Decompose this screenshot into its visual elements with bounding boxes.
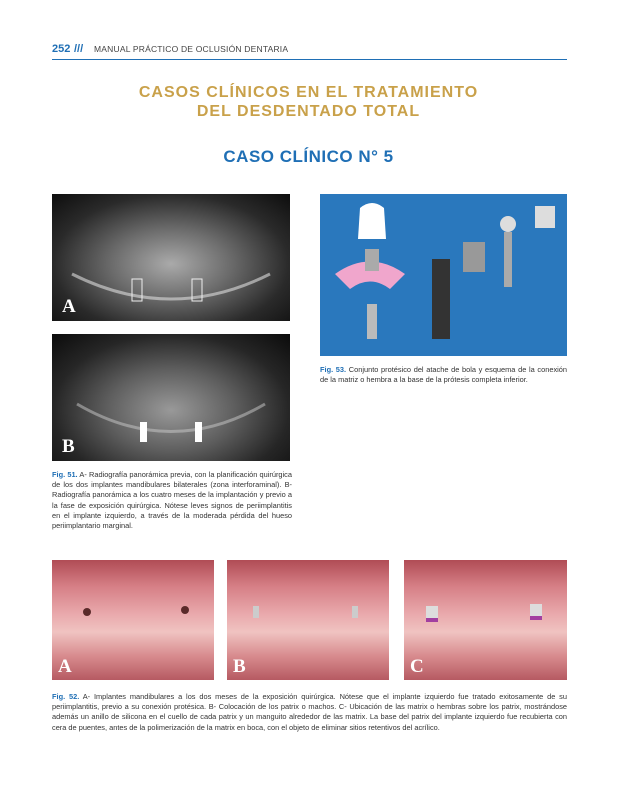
- fig51-caption: [52, 470, 292, 531]
- fig53-text: Conjunto protésico del atache de bola y esquema de la conexión de la matriz o hembra a la base de la prótesis completa inferior.: [320, 365, 568, 385]
- ball-attachment-illustration: [320, 194, 567, 356]
- fig52-caption: [52, 692, 567, 733]
- running-header: [52, 43, 567, 60]
- fig52-text: A- Implantes mandibulares a los dos meses de la exposición quirúrgica. Nótese que el implante izquierdo fue tratado exitosamente de su periimplantitis, previo a su conexión protésica. B- Colocación de los patrix o machos. C- Ubicación de las matrix o hembras sobre los patrix, mostrándose además un anillo de silicona en el cuello de cada patrix y un manguito alrededor de las matrix. La base del patrix del implante izquierdo fue recubierta con cera de puentes, antes de la polimerización de la matrix en boca, con el objeto de eliminar sitios retentivos del acrílico.: [52, 692, 567, 732]
- book-title: MANUAL PRÁCTICO DE OCLUSIÓN DENTARIA: [94, 44, 289, 54]
- fig53-number: Fig. 53.: [320, 365, 347, 374]
- case-title: CASO CLÍNICO N° 5: [223, 147, 394, 166]
- page-number: 252: [52, 43, 71, 55]
- fig53-caption: [320, 365, 567, 385]
- figure-label-b: B: [62, 436, 75, 457]
- fig52-number: Fig. 52.: [52, 692, 80, 701]
- panoramic-xray-before: [52, 194, 290, 321]
- panoramic-xray-after: [52, 334, 290, 461]
- figure-label-c: C: [410, 656, 424, 677]
- section-title-line1: CASOS CLÍNICOS EN EL TRATAMIENTO: [138, 84, 479, 101]
- figure-label-a: A: [58, 656, 72, 677]
- fig51-text: A- Radiografía panorámica previa, con la planificación quirúrgica de los dos implantes mandibulares bilaterales (zona interforaminal). B- Radiografía panorámica a los cuatro meses de la implantación y previo a la fase de exposición quirúrgica. Nótese leves signos de periimplantitis en el implante izquierdo, a través de la moderada pérdida del hueso periimplantario marginal.: [52, 470, 292, 531]
- intraoral-photo-b: [227, 560, 389, 680]
- intraoral-photo-c: [404, 560, 567, 680]
- section-title-line2: DEL DESDENTADO TOTAL: [196, 103, 421, 120]
- figure-label-b: B: [233, 656, 246, 677]
- fig51-number: Fig. 51.: [52, 470, 78, 479]
- intraoral-photo-a: [52, 560, 214, 680]
- header-separator: ///: [74, 43, 84, 55]
- figure-label-a: A: [62, 296, 76, 317]
